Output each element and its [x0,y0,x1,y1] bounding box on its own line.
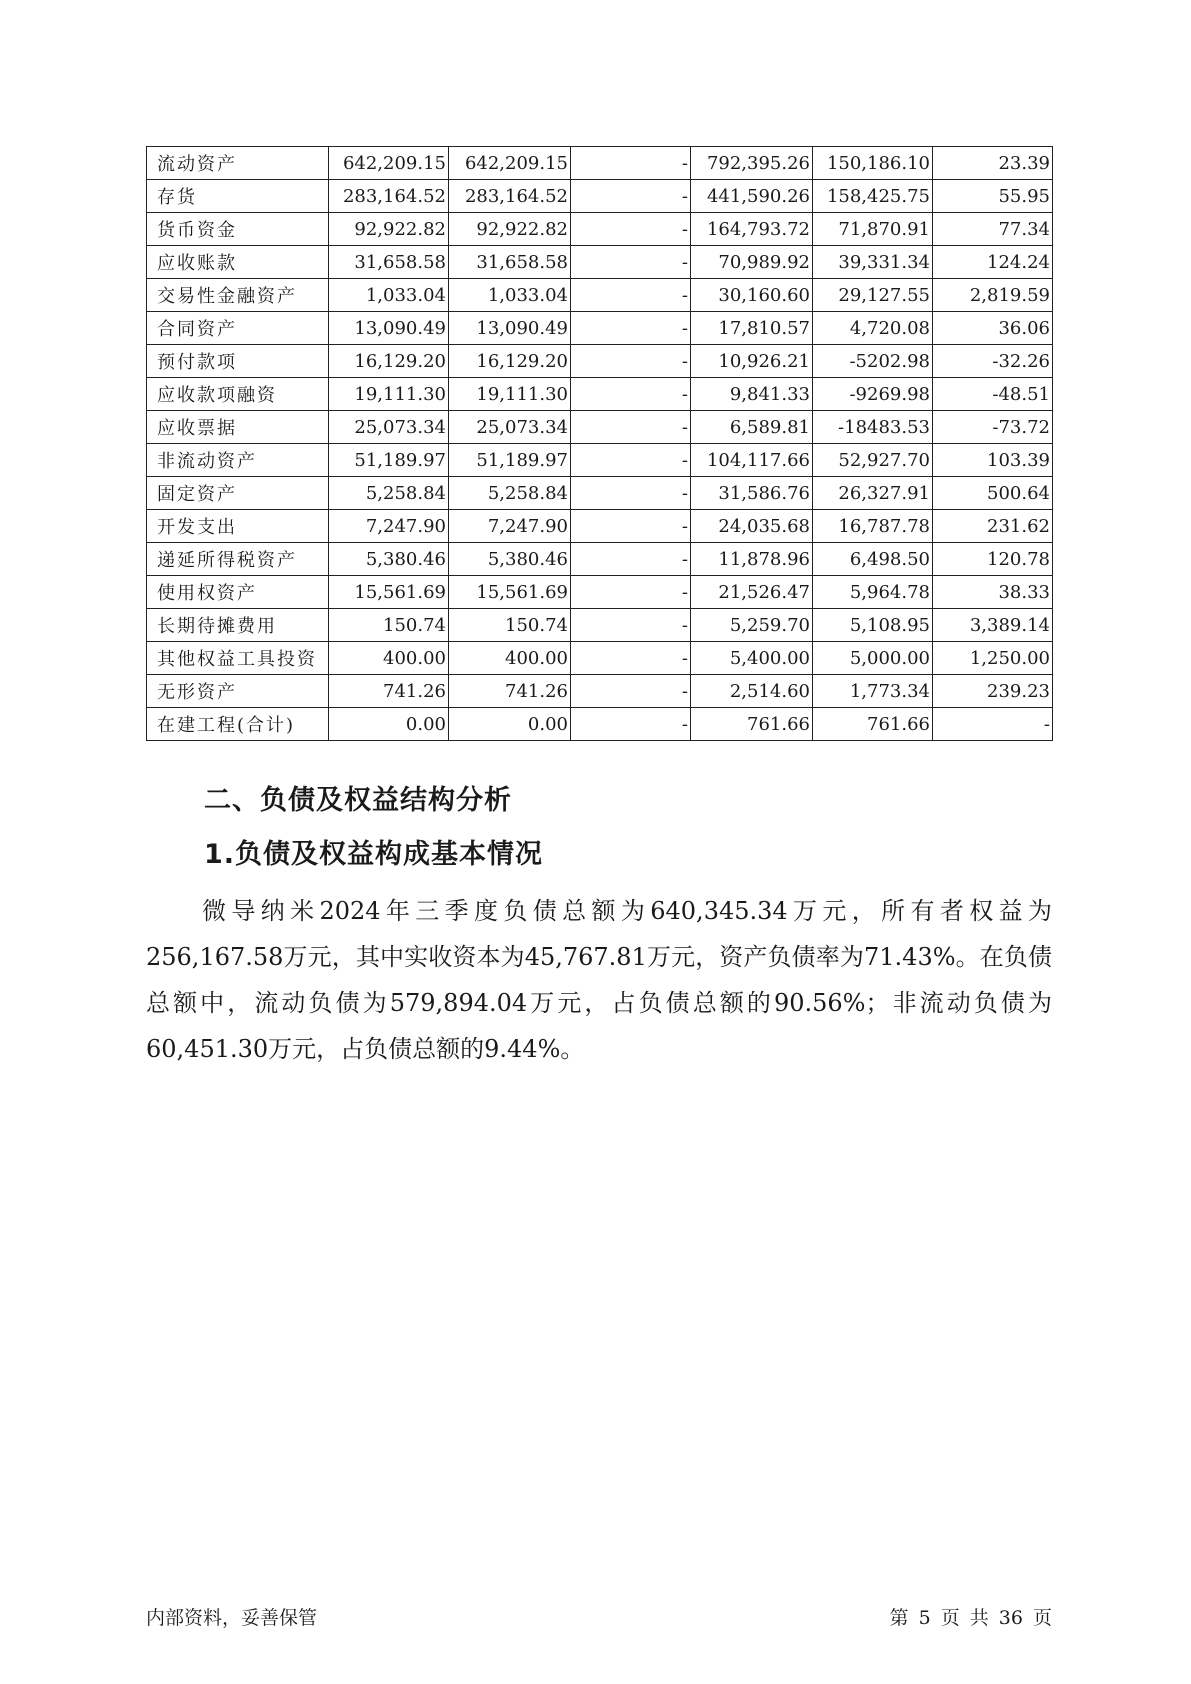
value-cell-c1: 7,247.90 [329,510,449,543]
row-label-cell: 长期待摊费用 [147,609,329,642]
value-cell-c4: 761.66 [691,708,813,741]
value-cell-c3: - [571,609,691,642]
value-cell-c4: 164,793.72 [691,213,813,246]
value-cell-c4: 441,590.26 [691,180,813,213]
value-cell-c5: 5,000.00 [813,642,933,675]
table-row [147,543,1053,576]
value-cell-c6: -48.51 [933,378,1053,411]
section-subheading: 1.负债及权益构成基本情况 [204,839,544,870]
value-cell-c3: - [571,675,691,708]
row-label-cell: 合同资产 [147,312,329,345]
table-row [147,147,1053,180]
value-cell-c1: 1,033.04 [329,279,449,312]
value-cell-c4: 31,586.76 [691,477,813,510]
value-cell-c6: 1,250.00 [933,642,1053,675]
value-cell-c6: 2,819.59 [933,279,1053,312]
value-cell-c5: 158,425.75 [813,180,933,213]
value-cell-c1: 15,561.69 [329,576,449,609]
value-cell-c1: 642,209.15 [329,147,449,180]
value-cell-c2: 642,209.15 [449,147,571,180]
value-cell-c6: -32.26 [933,345,1053,378]
value-cell-c3: - [571,510,691,543]
value-cell-c2: 16,129.20 [449,345,571,378]
value-cell-c3: - [571,642,691,675]
table-row [147,477,1053,510]
table-row [147,444,1053,477]
value-cell-c4: 70,989.92 [691,246,813,279]
value-cell-c6: 3,389.14 [933,609,1053,642]
value-cell-c1: 150.74 [329,609,449,642]
value-cell-c6: 231.62 [933,510,1053,543]
row-label-cell: 固定资产 [147,477,329,510]
value-cell-c1: 25,073.34 [329,411,449,444]
value-cell-c5: 6,498.50 [813,543,933,576]
value-cell-c4: 104,117.66 [691,444,813,477]
table-row [147,609,1053,642]
value-cell-c5: 5,108.95 [813,609,933,642]
table-row [147,642,1053,675]
table-row [147,708,1053,741]
value-cell-c2: 19,111.30 [449,378,571,411]
value-cell-c6: 124.24 [933,246,1053,279]
value-cell-c5: 761.66 [813,708,933,741]
value-cell-c1: 741.26 [329,675,449,708]
value-cell-c1: 5,258.84 [329,477,449,510]
value-cell-c5: 4,720.08 [813,312,933,345]
table-row [147,378,1053,411]
asset-table-body [147,147,1053,741]
value-cell-c1: 19,111.30 [329,378,449,411]
row-label-cell: 非流动资产 [147,444,329,477]
row-label-cell: 应收票据 [147,411,329,444]
table-row [147,345,1053,378]
value-cell-c1: 13,090.49 [329,312,449,345]
value-cell-c4: 10,926.21 [691,345,813,378]
value-cell-c2: 0.00 [449,708,571,741]
value-cell-c4: 24,035.68 [691,510,813,543]
value-cell-c2: 741.26 [449,675,571,708]
value-cell-c5: 150,186.10 [813,147,933,180]
value-cell-c3: - [571,345,691,378]
row-label-cell: 其他权益工具投资 [147,642,329,675]
row-label-cell: 无形资产 [147,675,329,708]
footer-page-number: 第 5 页 共 36 页 [889,1607,1052,1629]
value-cell-c6: 103.39 [933,444,1053,477]
value-cell-c6: - [933,708,1053,741]
row-label-cell: 开发支出 [147,510,329,543]
table-row [147,213,1053,246]
value-cell-c5: 5,964.78 [813,576,933,609]
value-cell-c3: - [571,147,691,180]
value-cell-c2: 5,258.84 [449,477,571,510]
value-cell-c6: 120.78 [933,543,1053,576]
value-cell-c4: 5,400.00 [691,642,813,675]
row-label-cell: 交易性金融资产 [147,279,329,312]
value-cell-c1: 31,658.58 [329,246,449,279]
row-label-cell: 存货 [147,180,329,213]
value-cell-c4: 9,841.33 [691,378,813,411]
footer-confidential: 内部资料，妥善保管 [146,1607,318,1629]
value-cell-c5: 39,331.34 [813,246,933,279]
row-label-cell: 递延所得税资产 [147,543,329,576]
value-cell-c6: 38.33 [933,576,1053,609]
row-label-cell: 应收款项融资 [147,378,329,411]
value-cell-c2: 92,922.82 [449,213,571,246]
value-cell-c5: -9269.98 [813,378,933,411]
value-cell-c4: 17,810.57 [691,312,813,345]
value-cell-c2: 25,073.34 [449,411,571,444]
table-row [147,510,1053,543]
value-cell-c6: 500.64 [933,477,1053,510]
value-cell-c5: -5202.98 [813,345,933,378]
value-cell-c6: 55.95 [933,180,1053,213]
value-cell-c3: - [571,444,691,477]
row-label-cell: 在建工程(合计) [147,708,329,741]
value-cell-c5: 52,927.70 [813,444,933,477]
value-cell-c5: 71,870.91 [813,213,933,246]
value-cell-c2: 400.00 [449,642,571,675]
value-cell-c1: 400.00 [329,642,449,675]
value-cell-c6: -73.72 [933,411,1053,444]
value-cell-c3: - [571,180,691,213]
value-cell-c2: 283,164.52 [449,180,571,213]
section-paragraph: 微导纳米2024年三季度负债总额为640,345.34万元，所有者权益为256,167.58万元，其中实收资本为45,767.81万元，资产负债率为71.43%。在负债总额中，流动负债为579,894.04万元，占负债总额的90.56%；非流动负债为60,451.30万元，占负债总额的9.44%。 [146,897,1052,1063]
value-cell-c3: - [571,213,691,246]
table-row [147,246,1053,279]
table-row [147,576,1053,609]
value-cell-c4: 21,526.47 [691,576,813,609]
value-cell-c2: 31,658.58 [449,246,571,279]
value-cell-c5: 16,787.78 [813,510,933,543]
value-cell-c3: - [571,576,691,609]
value-cell-c2: 1,033.04 [449,279,571,312]
value-cell-c6: 77.34 [933,213,1053,246]
value-cell-c3: - [571,708,691,741]
value-cell-c2: 7,247.90 [449,510,571,543]
value-cell-c1: 16,129.20 [329,345,449,378]
asset-table [146,146,1053,741]
value-cell-c5: -18483.53 [813,411,933,444]
value-cell-c5: 29,127.55 [813,279,933,312]
value-cell-c3: - [571,477,691,510]
value-cell-c3: - [571,543,691,576]
table-row [147,312,1053,345]
value-cell-c1: 5,380.46 [329,543,449,576]
value-cell-c2: 5,380.46 [449,543,571,576]
value-cell-c2: 150.74 [449,609,571,642]
row-label-cell: 使用权资产 [147,576,329,609]
table-row [147,180,1053,213]
value-cell-c4: 792,395.26 [691,147,813,180]
value-cell-c3: - [571,411,691,444]
value-cell-c4: 6,589.81 [691,411,813,444]
value-cell-c2: 51,189.97 [449,444,571,477]
value-cell-c6: 23.39 [933,147,1053,180]
value-cell-c6: 36.06 [933,312,1053,345]
value-cell-c4: 5,259.70 [691,609,813,642]
section-heading: 二、负债及权益结构分析 [204,785,512,816]
value-cell-c5: 26,327.91 [813,477,933,510]
value-cell-c3: - [571,312,691,345]
value-cell-c3: - [571,378,691,411]
row-label-cell: 货币资金 [147,213,329,246]
value-cell-c2: 15,561.69 [449,576,571,609]
value-cell-c5: 1,773.34 [813,675,933,708]
value-cell-c4: 2,514.60 [691,675,813,708]
value-cell-c3: - [571,279,691,312]
table-row [147,675,1053,708]
row-label-cell: 应收账款 [147,246,329,279]
row-label-cell: 预付款项 [147,345,329,378]
value-cell-c1: 92,922.82 [329,213,449,246]
value-cell-c3: - [571,246,691,279]
table-row [147,411,1053,444]
value-cell-c4: 11,878.96 [691,543,813,576]
value-cell-c1: 283,164.52 [329,180,449,213]
value-cell-c2: 13,090.49 [449,312,571,345]
value-cell-c4: 30,160.60 [691,279,813,312]
value-cell-c1: 51,189.97 [329,444,449,477]
value-cell-c6: 239.23 [933,675,1053,708]
table-row [147,279,1053,312]
row-label-cell: 流动资产 [147,147,329,180]
value-cell-c1: 0.00 [329,708,449,741]
